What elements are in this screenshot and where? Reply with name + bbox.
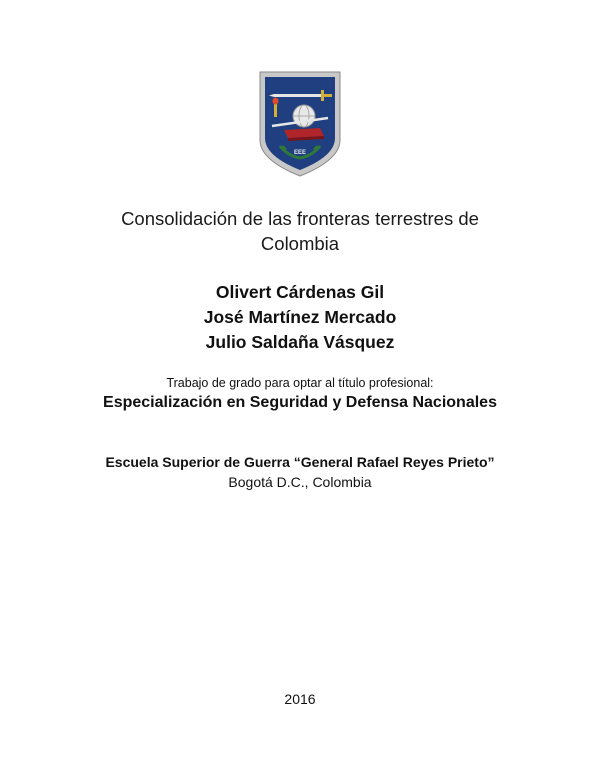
document-title: [0, 206, 600, 256]
title-line-2: Colombia: [260, 233, 340, 254]
degree-statement: [0, 374, 600, 414]
author-2: José Martínez Mercado: [203, 307, 397, 327]
publication-year: 2016: [284, 691, 316, 707]
author-list: [0, 280, 600, 355]
title-line-1: Consolidación de las fronteras terrestres de: [121, 208, 479, 229]
institution-name: Escuela Superior de Guerra “General Rafael Reyes Prieto”: [105, 454, 495, 470]
crest-motto: EEE: [293, 150, 307, 156]
degree-intro: Trabajo de grado para optar al título profesional:: [166, 376, 434, 390]
institution-block: [0, 452, 600, 492]
crest-shield-icon: [258, 70, 342, 178]
author-1: Olivert Cárdenas Gil: [215, 282, 385, 302]
author-3: Julio Saldaña Vásquez: [205, 332, 395, 352]
institution-city: Bogotá D.C., Colombia: [228, 474, 372, 490]
degree-name: Especialización en Seguridad y Defensa Nacionales: [103, 394, 497, 411]
